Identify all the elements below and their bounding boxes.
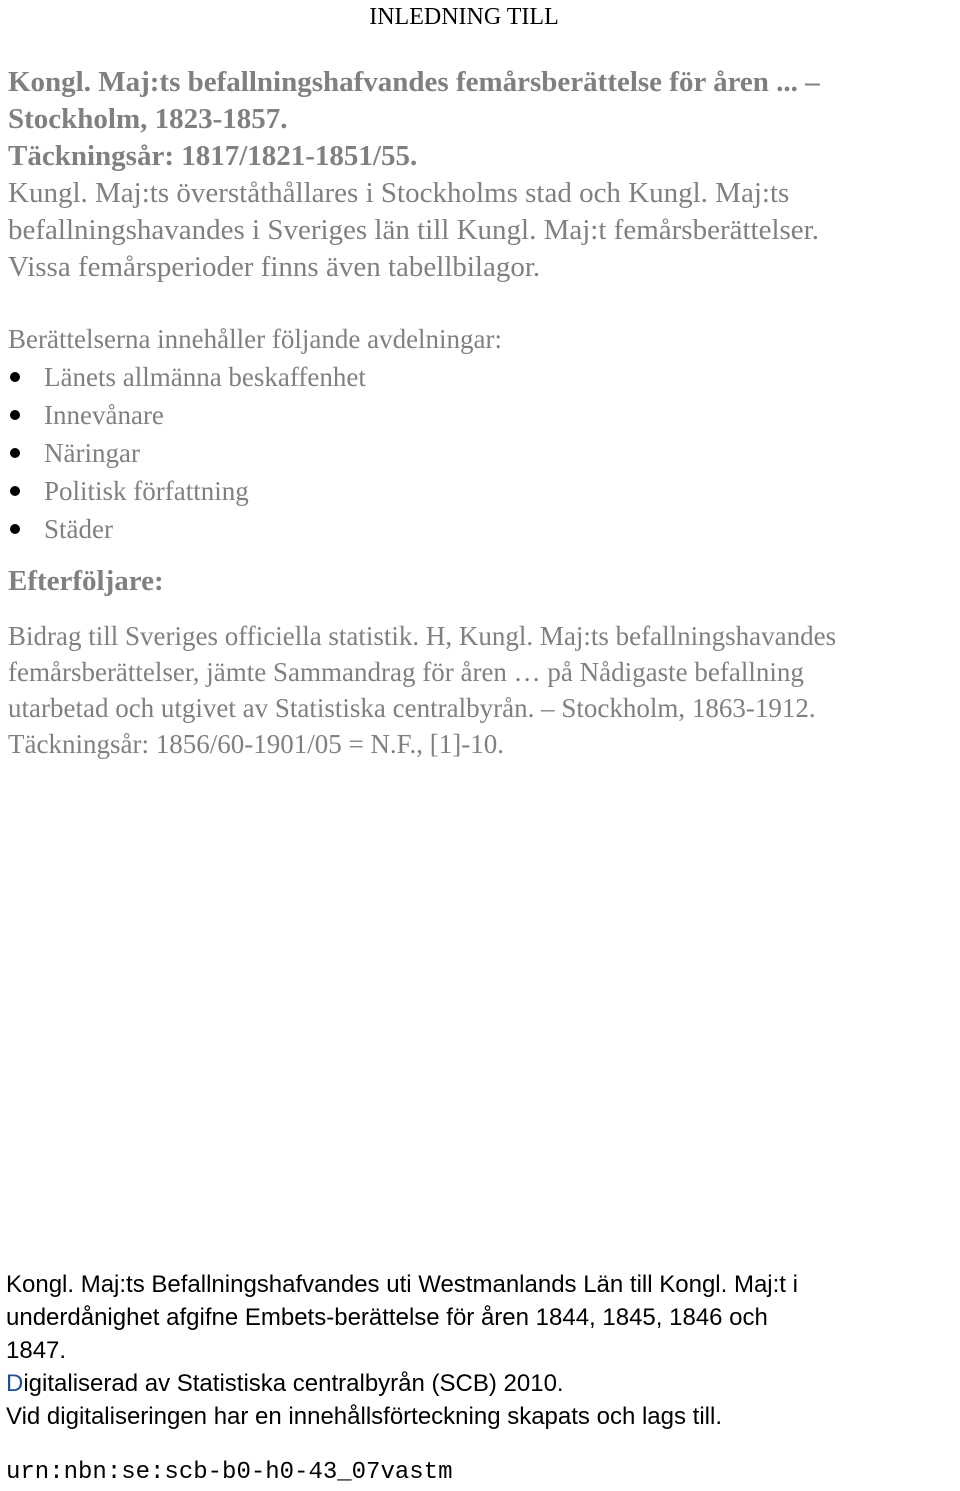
bullet-icon	[10, 486, 20, 496]
digitized-initial: D	[6, 1370, 24, 1397]
publication-title-line1: Kongl. Maj:ts befallningshafvandes femårsberättelse för åren ... –	[8, 66, 820, 98]
successor-line4: Täckningsår: 1856/60-1901/05 = N.F., [1]-10.	[8, 729, 504, 759]
list-item-label: Politisk författning	[44, 476, 249, 506]
publication-coverage: Täckningsår: 1817/1821-1851/55.	[8, 140, 418, 172]
successor-text	[8, 618, 953, 762]
successor-line3: utarbetad och utgivet av Statistiska centralbyrån. – Stockholm, 1863-1912.	[8, 693, 816, 723]
successor-line2: femårsberättelser, jämte Sammandrag för åren … på Nådigaste befallning	[8, 657, 804, 687]
list-item	[8, 472, 953, 510]
digitization-footer	[6, 1268, 951, 1433]
contents-intro: Berättelserna innehåller följande avdelningar:	[8, 324, 503, 354]
list-item-label: Länets allmänna beskaffenhet	[44, 362, 366, 392]
digitized-rest: igitaliserad av Statistiska centralbyrån (SCB) 2010.	[23, 1370, 564, 1397]
bullet-icon	[10, 448, 20, 458]
list-item-label: Näringar	[44, 438, 140, 468]
contents-list	[8, 358, 953, 548]
list-item	[8, 434, 953, 472]
publication-desc-line2: befallningshavandes i Sveriges län till Kungl. Maj:t femårsberättelser.	[8, 214, 819, 246]
page-header	[0, 2, 928, 32]
list-item	[8, 396, 953, 434]
successor-heading: Efterföljare:	[8, 565, 164, 597]
footer-title-line2: underdånighet afgifne Embets-berättelse för åren 1844, 1845, 1846 och	[6, 1304, 768, 1331]
publication-desc-line3: Vissa femårsperioder finns även tabellbilagor.	[8, 251, 541, 283]
footer-title-line1: Kongl. Maj:ts Befallningshafvandes uti Westmanlands Län till Kongl. Maj:t i	[6, 1271, 798, 1298]
urn-identifier: urn:nbn:se:scb-b0-h0-43_07vastm	[6, 1459, 453, 1486]
bullet-icon	[10, 372, 20, 382]
bullet-icon	[10, 410, 20, 420]
list-item-label: Innevånare	[44, 400, 164, 430]
contents-section	[8, 320, 953, 548]
footer-toc-note: Vid digitaliseringen har en innehållsförteckning skapats och lags till.	[6, 1403, 722, 1430]
bullet-icon	[10, 524, 20, 534]
footer-title-line3: 1847.	[6, 1337, 67, 1364]
publication-title-line2: Stockholm, 1823-1857.	[8, 103, 288, 135]
list-item	[8, 358, 953, 396]
successor-line1: Bidrag till Sveriges officiella statistik. H, Kungl. Maj:ts befallningshavandes	[8, 621, 837, 651]
publication-desc-line1: Kungl. Maj:ts överståthållares i Stockholms stad och Kungl. Maj:ts	[8, 177, 790, 209]
publication-info	[8, 64, 953, 286]
page-header-title: INLEDNING TILL	[369, 4, 559, 30]
list-item	[8, 510, 953, 548]
list-item-label: Städer	[44, 514, 113, 544]
footer-digitized	[6, 1367, 951, 1400]
